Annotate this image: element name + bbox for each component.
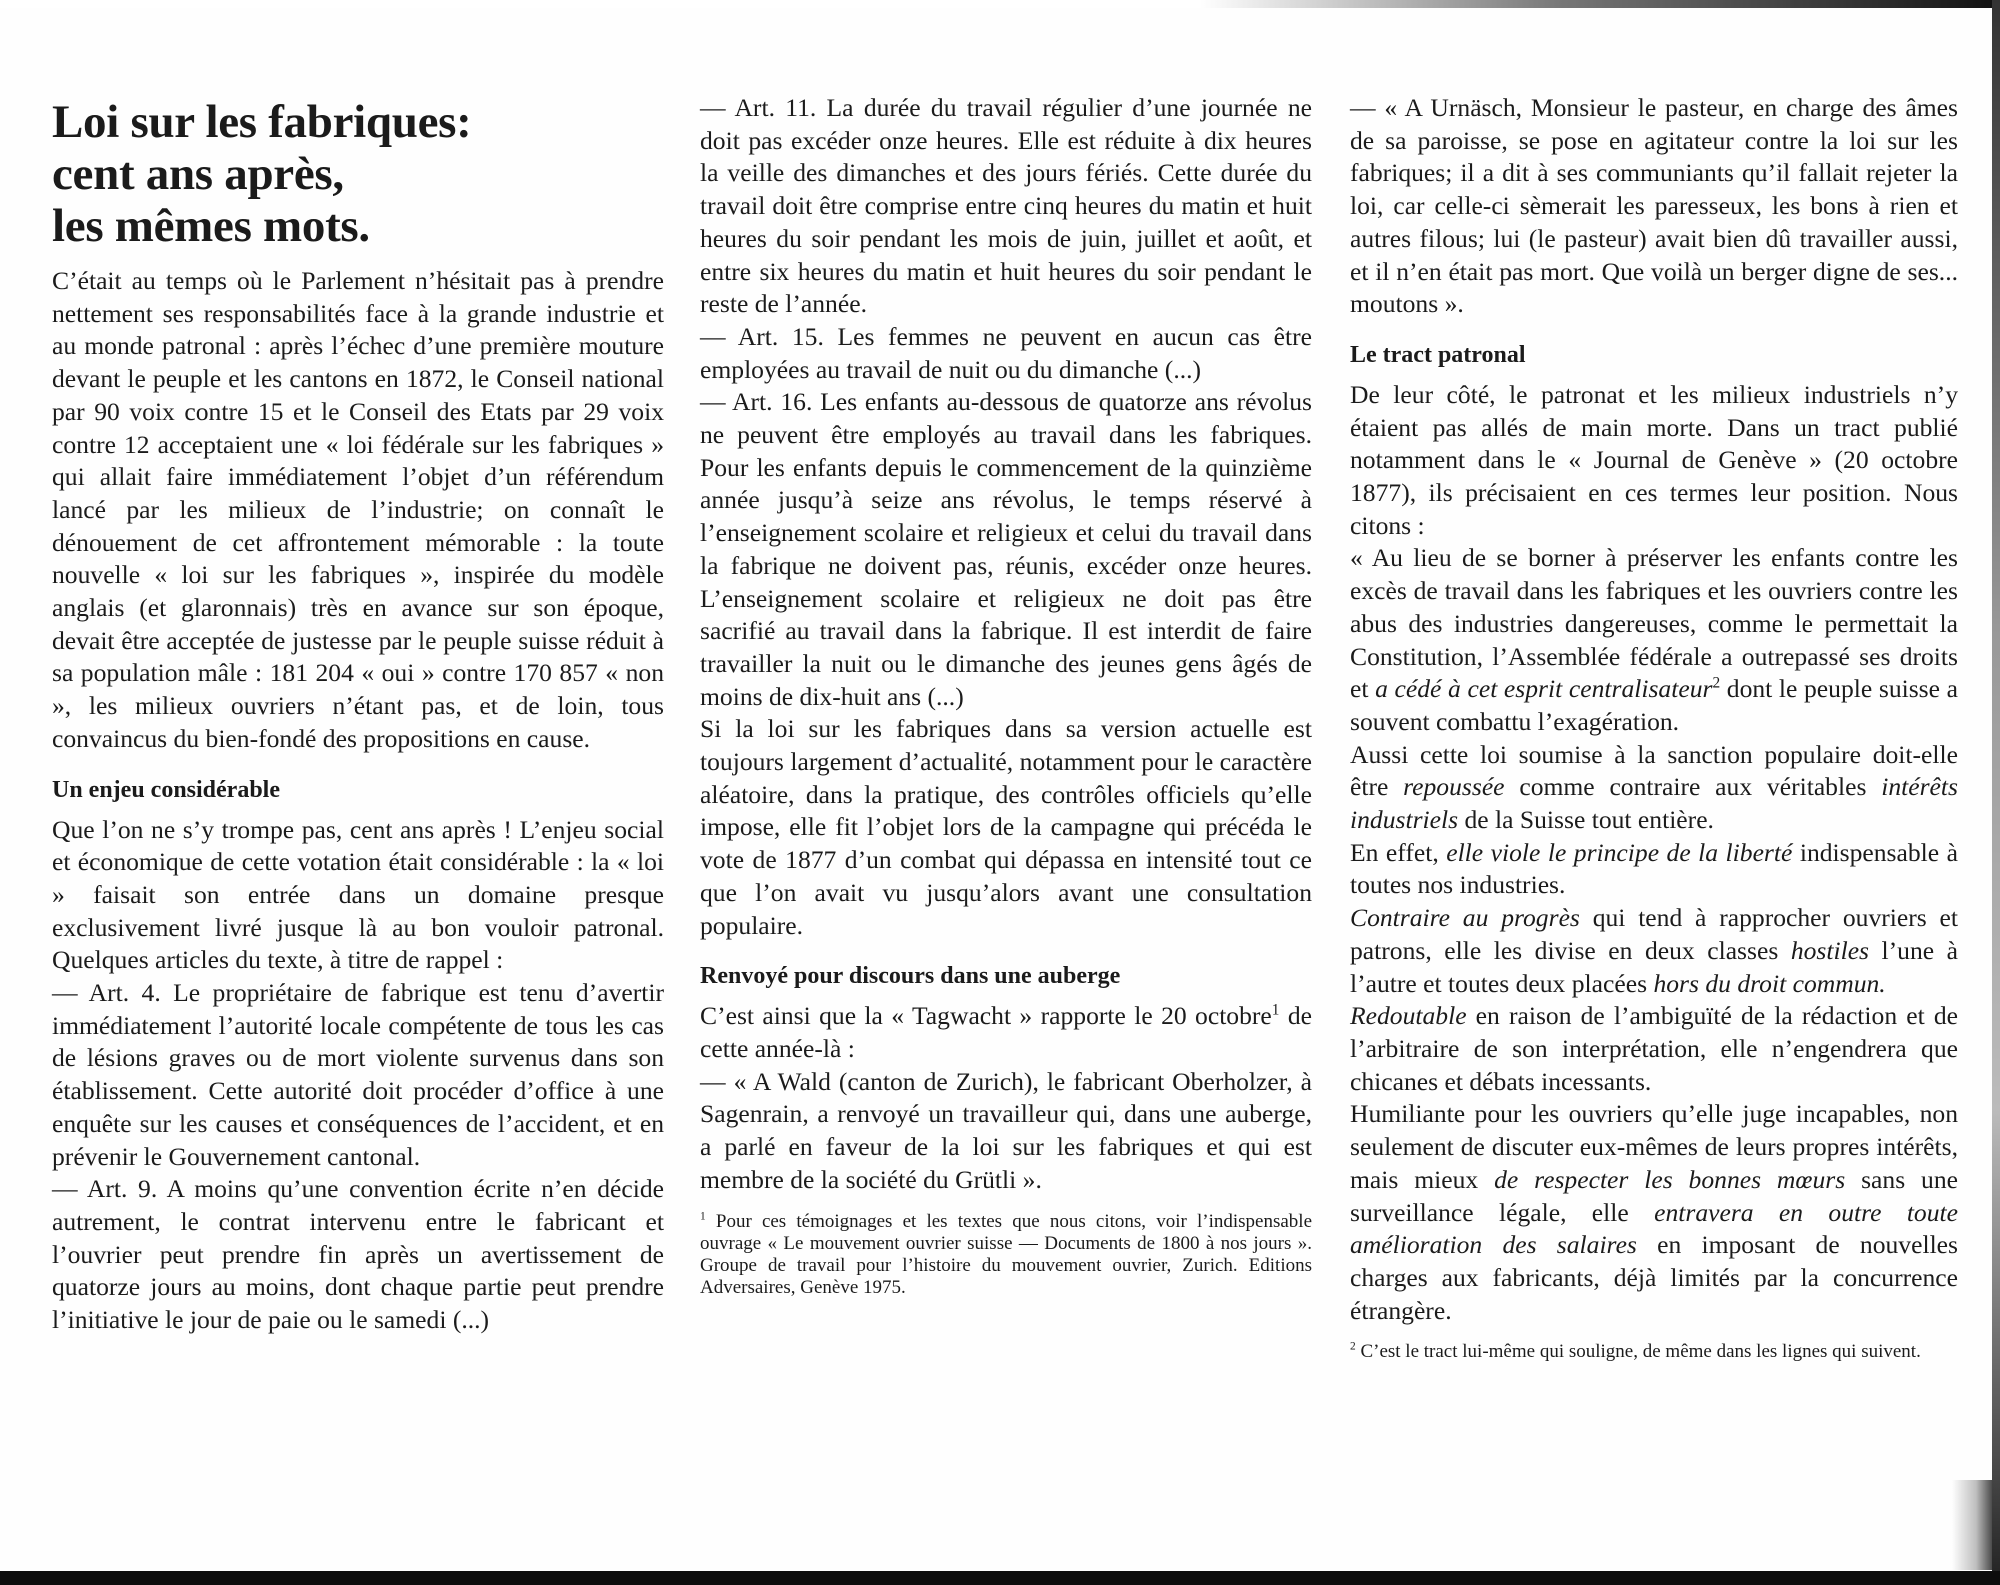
title-line-2: cent ans après, [52, 148, 344, 200]
page-fold-shadow [1952, 1480, 1992, 1570]
quote-wald: — « A Wald (canton de Zurich), le fabricant Oberholzer, à Sagenrain, a renvoyé un travailleur qui, dans une auberge, a parlé en faveur de la loi sur les fabriques et qui est membre de la société du Grütli ». [700, 1066, 1312, 1194]
scan-right-edge [1992, 0, 2000, 1585]
tract-q6-text-b: sans une surveillance légale, elle [1350, 1164, 1958, 1227]
footnote-marker-2: 2 [1712, 674, 1721, 692]
tract-q5-emphasis: Redoutable [1350, 1001, 1467, 1031]
paragraph-enjeu: Que l’on ne s’y trompe pas, cent ans après ! L’enjeu social et économique de cette votation était considérable : la « loi » faisait son entrée dans un domaine presque exclusivement livré jusque là au bon vouloir patronal. Quelques articles du texte, à titre de rappel : [52, 814, 664, 975]
tract-q2-text-b: comme contraire aux véritables [1504, 772, 1882, 802]
footnote-2-text: C’est le tract lui-même qui souligne, de même dans les lignes qui suivent. [1360, 1341, 1921, 1363]
tract-quote-4 [1350, 902, 1958, 1000]
title-line-3: les mêmes mots. [52, 200, 370, 252]
tract-q4-emphasis-2: hostiles [1790, 935, 1870, 965]
paragraph-tagwacht [700, 1000, 1312, 1065]
article-11: — Art. 11. La durée du travail régulier d’une journée ne doit pas excéder onze heures. Elle est réduite à dix heures la veille des dimanches et des jours fériés. Cette durée du travail doit être comprise entre cinq heures du matin et huit heures du soir pendant les mois de juin, juillet et août, et entre six heures du matin et huit heures du soir pendant le reste de l’année. [700, 93, 1312, 319]
tract-quote-5 [1350, 1000, 1958, 1098]
scan-top-edge [0, 0, 2000, 8]
footnote-2-number: 2 [1350, 1340, 1356, 1353]
article-title [52, 96, 664, 252]
tract-q6-text-c: en imposant de nouvelles charges aux fabricants, déjà limités par la concurrence étrangère. [1350, 1230, 1958, 1325]
footnote-1-text: Pour ces témoignages et les textes que nous citons, voir l’indispensable ouvrage « Le mouvement ouvrier suisse — Documents de 1800 à nos jours ». Groupe de travail pour l’histoire du mouvement ouvrier, Zurich. Editions Adversaires, Genève 1975. [700, 1210, 1312, 1298]
tagwacht-text-a: C’est ainsi que la « Tagwacht » rapporte le 20 octobre [700, 1001, 1272, 1031]
tract-q6-emphasis-1: de respecter les bonnes mœurs [1494, 1164, 1846, 1194]
footnote-1 [700, 1211, 1312, 1299]
heading-tract: Le tract patronal [1350, 341, 1526, 368]
article-16: — Art. 16. Les enfants au-dessous de quatorze ans révolus ne peuvent être employés au travail dans les fabriques. Pour les enfants depuis le commencement de la quinzième année jusqu’à seize ans révolus, le temps réservé à l’enseignement scolaire et religieux et celui du travail dans la fabrique ne doivent pas, réunis, excéder onze heures. L’enseignement scolaire et religieux ne doit pas être sacrifié au travail dans la fabrique. Il est interdit de faire travailler la nuit ou le dimanche des jeunes gens âgés de moins de dix-huit ans (...) [700, 387, 1312, 711]
scan-bottom-edge [0, 1571, 2000, 1585]
column-2 [700, 92, 1312, 1299]
tract-q4-emphasis-3: hors du droit commun. [1653, 968, 1886, 998]
tract-q1-text-a: « Au lieu de se borner à préserver les enfants contre les excès de travail dans les fabriques et les ouvriers contre les abus des industries dangereuses, comme le permettait la Constitution, l’Assemblée fédérale a outrepassé ses droits et [1350, 543, 1958, 704]
paragraph-actualite: Si la loi sur les fabriques dans sa version actuelle est toujours largement d’actualité, notamment pour le caractère aléatoire, dans la pratique, des contrôles officiels qu’elle impose, elle fit l’objet lors de la campagne qui précéda le vote de 1877 d’un combat qui dépassa en intensité tout ce que l’on avait vu jusqu’alors avant une consultation populaire. [700, 714, 1312, 940]
tract-q1-emphasis: a cédé à cet esprit centralisateur [1375, 674, 1713, 704]
article-15: — Art. 15. Les femmes ne peuvent en aucun cas être employées au travail de nuit ou du dimanche (...) [700, 321, 1312, 384]
footnote-2 [1350, 1341, 1958, 1363]
tract-q2-emphasis-1: repoussée [1403, 772, 1505, 802]
article-4: — Art. 4. Le propriétaire de fabrique est tenu d’avertir immédiatement l’autorité locale compétente de tous les cas de lésions graves ou de mort violente survenus dans son établissement. Cette autorité doit procéder d’office à une enquête sur les causes et conséquences de l’accident, et en prévenir le Gouvernement cantonal. [52, 978, 664, 1171]
quote-urnasch: — « A Urnäsch, Monsieur le pasteur, en charge des âmes de sa paroisse, se pose en agitateur contre la loi sur les fabriques; il a dit à ses communiants qu’il fallait rejeter la loi, car celle-ci sèmerait les paresseux, les bons à rien et autres filous; lui (le pasteur) avait bien dû travailler aussi, et il n’en était pas mort. Que voilà un berger digne de ses... moutons ». [1350, 93, 1958, 319]
tract-q2-text-c: de la Suisse tout entière. [1458, 805, 1714, 835]
heading-renvoye: Renvoyé pour discours dans une auberge [700, 963, 1121, 990]
tagwacht-text-b: de cette année-là : [700, 1001, 1312, 1063]
footnote-1-number: 1 [700, 1210, 706, 1223]
tract-q6-text-a: Humiliante pour les ouvriers qu’elle juge incapables, non seulement de discuter eux-mêmes de leurs propres intérêts, mais mieux [1350, 1099, 1958, 1194]
column-3 [1350, 92, 1958, 1363]
tract-q2-emphasis-2: intérêts industriels [1350, 772, 1958, 835]
tract-quote-2 [1350, 739, 1958, 837]
tract-quote-6 [1350, 1098, 1958, 1327]
tract-q3-text-b: indispensable à toutes nos industries. [1350, 837, 1958, 900]
tract-q4-text-a: qui tend à rapprocher ouvriers et patrons, elle les divise en deux classes [1350, 903, 1958, 965]
paragraph-tract-intro: De leur côté, le patronat et les milieux industriels n’y étaient pas allés de main morte. Dans un tract publié notamment dans le « Journal de Genève » (20 octobre 1877), ils précisaient en ces termes leur position. Nous citons : [1350, 379, 1958, 540]
footnote-marker-1: 1 [1271, 1001, 1280, 1019]
tract-quote-1 [1350, 542, 1958, 738]
title-line-1: Loi sur les fabriques: [52, 96, 472, 148]
tract-q3-emphasis: elle viole le principe de la liberté [1446, 837, 1793, 867]
tract-q2-text-a: Aussi cette loi soumise à la sanction populaire doit-elle être [1350, 739, 1958, 802]
column-1 [52, 96, 664, 1337]
tract-q4-text-b: l’une à l’autre et toutes deux placées [1350, 935, 1959, 998]
intro-paragraph: C’était au temps où le Parlement n’hésitait pas à prendre nettement ses responsabilités face à la grande industrie et au monde patronal : après l’échec d’une première mouture devant le peuple et les cantons en 1872, le Conseil national par 90 voix contre 15 et le Conseil des Etats par 29 voix contre 12 acceptaient une « loi fédérale sur les fabriques » qui allait faire immédiatement l’objet d’un référendum lancé par les milieux de l’industrie; on connaît le dénouement de cet affrontement mémorable : la toute nouvelle « loi sur les fabriques », inspirée du modèle anglais (et glaronnais) très en avance sur son époque, devait être acceptée de justesse par le peuple suisse réduit à sa population mâle : 181 204 « oui » contre 170 857 « non », les milieux ouvriers n’étant pas, et de loin, tous convaincus du bien-fondé des propositions en cause. [52, 266, 664, 753]
tract-q3-text-a: En effet, [1350, 837, 1447, 867]
tract-q5-text-a: en raison de l’ambiguïté de la rédaction et de l’arbitraire de son interprétation, elle n’engendrera que chicanes et débats incessants. [1350, 1001, 1958, 1096]
tract-q6-emphasis-2: entravera en outre toute amélioration des salaires [1350, 1197, 1959, 1260]
heading-enjeu: Un enjeu considérable [52, 776, 280, 803]
tract-q4-emphasis-1: Contraire au progrès [1350, 903, 1580, 933]
article-9: — Art. 9. A moins qu’une convention écrite n’en décide autrement, le contrat intervenu entre le fabricant et l’ouvrier peut prendre fin après un avertissement de quatorze jours au moins, dont chaque partie peut prendre l’initiative le jour de paie ou le samedi (...) [52, 1174, 664, 1335]
tract-quote-3 [1350, 837, 1958, 902]
tract-q1-text-b: dont le peuple suisse a souvent combattu l’exagération. [1350, 674, 1958, 736]
